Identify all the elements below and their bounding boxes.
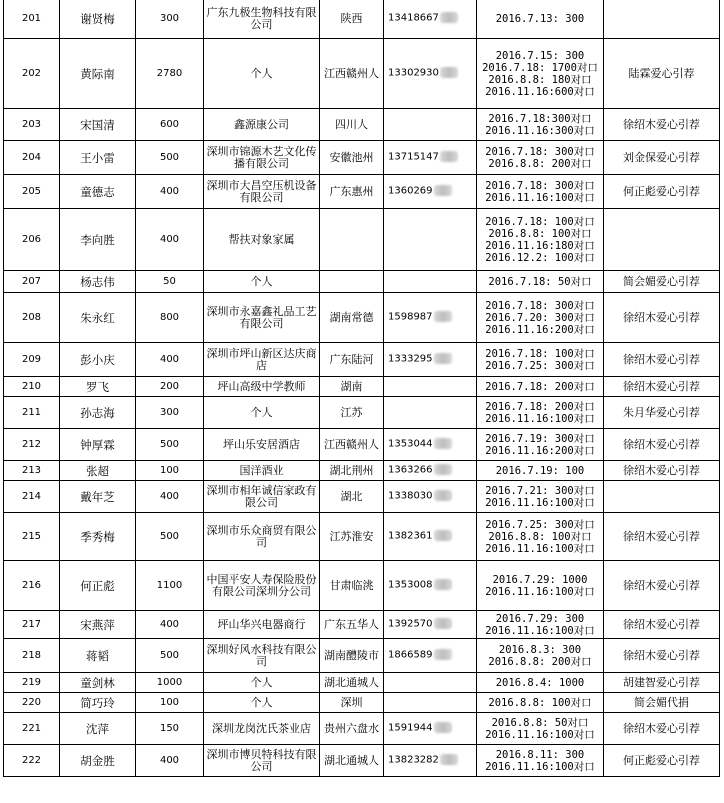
phone-number: 13715147: [388, 151, 439, 163]
row-number: 202: [4, 39, 60, 109]
donor-origin: 湖北通城人: [320, 673, 384, 693]
donor-table-body: [4, 0, 720, 777]
donation-dates: [477, 561, 604, 611]
row-number: 201: [4, 0, 60, 39]
donation-dates: [477, 109, 604, 141]
donation-amount: 300: [136, 397, 204, 429]
referrer: 简会媚代捐: [604, 693, 720, 713]
donation-date-entry: 2016.11.16:100对口: [485, 496, 595, 509]
row-number: 212: [4, 429, 60, 461]
donor-organization: 个人: [204, 271, 320, 293]
donation-date-entry: 2016.7.18: 300对口: [485, 299, 595, 312]
referrer: 胡建智爱心引荐: [604, 673, 720, 693]
donor-origin: 江西赣州人: [320, 429, 384, 461]
donor-name: 谢贤梅: [60, 0, 136, 39]
donation-date-entry: 2016.8.11: 300: [495, 748, 585, 761]
row-number: 210: [4, 377, 60, 397]
donation-date-entry: 2016.8.8: 100对口: [488, 530, 592, 543]
donor-name: 蒋韬: [60, 639, 136, 673]
row-number: 216: [4, 561, 60, 611]
donor-name: 朱永红: [60, 293, 136, 343]
donation-date-entry: 2016.8.8: 100对口: [488, 227, 592, 240]
redaction-mark: [434, 464, 452, 475]
referrer: 徐绍木爱心引荐: [604, 561, 720, 611]
donation-date-entry: 2016.11.16:100对口: [485, 585, 595, 598]
redaction-mark: [434, 618, 452, 629]
donation-dates: [477, 693, 604, 713]
donation-date-entry: 2016.7.25: 300对口: [485, 359, 595, 372]
donation-amount: 1000: [136, 673, 204, 693]
donation-date-entry: 2016.7.19: 300对口: [485, 432, 595, 445]
donation-dates: [477, 745, 604, 777]
redaction-mark: [434, 530, 452, 541]
donation-dates: [477, 209, 604, 271]
referrer: 朱月华爱心引荐: [604, 397, 720, 429]
referrer: 徐绍木爱心引荐: [604, 461, 720, 481]
donor-organization: 深圳市坪山新区达庆商店: [204, 343, 320, 377]
donor-origin: 湖南常德: [320, 293, 384, 343]
redaction-mark: [434, 579, 452, 590]
row-number: 221: [4, 713, 60, 745]
donor-organization: 鑫源康公司: [204, 109, 320, 141]
donation-dates: [477, 429, 604, 461]
donation-date-entry: 2016.7.18: 300对口: [485, 145, 595, 158]
donation-date-entry: 2016.7.29: 1000: [492, 573, 588, 586]
donation-date-entry: 2016.8.8: 50对口: [491, 716, 589, 729]
donor-name: 罗飞: [60, 377, 136, 397]
donation-date-entry: 2016.7.21: 300对口: [485, 484, 595, 497]
donation-dates: [477, 481, 604, 513]
donation-dates: [477, 461, 604, 481]
phone-number: 1382361: [388, 530, 433, 542]
donation-dates: [477, 271, 604, 293]
phone-number: 13418667: [388, 12, 439, 24]
row-number: 222: [4, 745, 60, 777]
donor-phone: [384, 713, 477, 745]
donation-dates: [477, 343, 604, 377]
donation-date-entry: 2016.11.16:300对口: [485, 124, 595, 137]
donor-origin: [320, 271, 384, 293]
donor-phone: [384, 175, 477, 209]
donor-origin: 广东五华人: [320, 611, 384, 639]
table-row: [4, 481, 720, 513]
donation-dates: [477, 39, 604, 109]
donor-organization: 深圳市乐众商贸有限公司: [204, 513, 320, 561]
referrer: 何正彪爱心引荐: [604, 175, 720, 209]
donor-organization: 个人: [204, 673, 320, 693]
donor-organization: 个人: [204, 39, 320, 109]
donor-name: 宋燕萍: [60, 611, 136, 639]
referrer: 徐绍木爱心引荐: [604, 377, 720, 397]
table-row: [4, 713, 720, 745]
phone-number: 1353008: [388, 579, 433, 591]
table-row: [4, 175, 720, 209]
donation-dates: [477, 713, 604, 745]
donor-organization: 坪山高级中学教师: [204, 377, 320, 397]
donor-phone: [384, 141, 477, 175]
donation-dates: [477, 639, 604, 673]
donor-organization: 国洋酒业: [204, 461, 320, 481]
donor-phone: [384, 293, 477, 343]
donation-amount: 800: [136, 293, 204, 343]
donor-origin: 深圳: [320, 693, 384, 713]
donor-name: 宋国清: [60, 109, 136, 141]
redaction-mark: [440, 12, 458, 23]
donation-date-entry: 2016.11.16:100对口: [485, 624, 595, 637]
donor-phone: [384, 343, 477, 377]
donor-origin: 湖南: [320, 377, 384, 397]
row-number: 220: [4, 693, 60, 713]
table-row: [4, 39, 720, 109]
donor-phone: [384, 271, 477, 293]
donor-organization: 深圳市锦源木艺文化传播有限公司: [204, 141, 320, 175]
donor-origin: 江西赣州人: [320, 39, 384, 109]
donor-organization: 帮扶对象家属: [204, 209, 320, 271]
donation-amount: 500: [136, 639, 204, 673]
donation-amount: 400: [136, 745, 204, 777]
table-row: [4, 271, 720, 293]
phone-number: 1338030: [388, 490, 433, 502]
table-row: [4, 209, 720, 271]
donor-phone: [384, 561, 477, 611]
row-number: 215: [4, 513, 60, 561]
donor-name: 季秀梅: [60, 513, 136, 561]
donor-origin: 安徽池州: [320, 141, 384, 175]
donation-amount: 100: [136, 461, 204, 481]
donation-dates: [477, 377, 604, 397]
phone-number: 1360269: [388, 185, 433, 197]
referrer: 徐绍木爱心引荐: [604, 611, 720, 639]
donor-origin: 广东惠州: [320, 175, 384, 209]
donation-date-entry: 2016.7.18: 100对口: [485, 347, 595, 360]
donation-date-entry: 2016.7.18: 200对口: [485, 380, 595, 393]
table-row: [4, 109, 720, 141]
donation-date-entry: 2016.12.2: 100对口: [485, 251, 595, 264]
donation-date-entry: 2016.11.16:200对口: [485, 323, 595, 336]
referrer: [604, 209, 720, 271]
donation-date-entry: 2016.11.16:100对口: [485, 412, 595, 425]
donor-organization: 深圳市大昌空压机设备有限公司: [204, 175, 320, 209]
donation-date-entry: 2016.7.18: 1700对口: [482, 61, 598, 74]
donor-organization: 深圳龙岗沈氏茶业店: [204, 713, 320, 745]
donation-date-entry: 2016.11.16:100对口: [485, 191, 595, 204]
donor-phone: [384, 39, 477, 109]
referrer: [604, 481, 720, 513]
table-row: [4, 141, 720, 175]
phone-number: 13302930: [388, 67, 439, 79]
donor-name: 简巧玲: [60, 693, 136, 713]
donation-date-entry: 2016.11.16:100对口: [485, 760, 595, 773]
donor-phone: [384, 429, 477, 461]
donor-organization: 个人: [204, 693, 320, 713]
donation-amount: 1100: [136, 561, 204, 611]
row-number: 218: [4, 639, 60, 673]
donation-dates: [477, 293, 604, 343]
donor-phone: [384, 693, 477, 713]
donor-table: [3, 0, 720, 777]
donation-amount: 100: [136, 693, 204, 713]
donation-amount: 400: [136, 611, 204, 639]
donor-phone: [384, 377, 477, 397]
donor-name: 钟厚霖: [60, 429, 136, 461]
donation-date-entry: 2016.7.18:300对口: [488, 112, 592, 125]
donor-name: 胡金胜: [60, 745, 136, 777]
donor-name: 李向胜: [60, 209, 136, 271]
donor-name: 戴年芝: [60, 481, 136, 513]
phone-number: 1363266: [388, 464, 433, 476]
row-number: 207: [4, 271, 60, 293]
table-row: [4, 0, 720, 39]
referrer: 徐绍木爱心引荐: [604, 293, 720, 343]
redaction-mark: [440, 151, 458, 162]
donor-name: 杨志伟: [60, 271, 136, 293]
redaction-mark: [434, 722, 452, 733]
donor-origin: 湖北荆州: [320, 461, 384, 481]
redaction-mark: [434, 311, 452, 322]
table-row: [4, 377, 720, 397]
referrer: 徐绍木爱心引荐: [604, 513, 720, 561]
donor-origin: 湖北通城人: [320, 745, 384, 777]
referrer: 陆霖爱心引荐: [604, 39, 720, 109]
donor-origin: 江苏: [320, 397, 384, 429]
redaction-mark: [434, 649, 452, 660]
donation-amount: 500: [136, 429, 204, 461]
row-number: 211: [4, 397, 60, 429]
donation-amount: 2780: [136, 39, 204, 109]
table-row: [4, 461, 720, 481]
donation-dates: [477, 673, 604, 693]
donor-origin: 陕西: [320, 0, 384, 39]
redaction-mark: [440, 754, 458, 765]
donation-date-entry: 2016.11.16:200对口: [485, 444, 595, 457]
row-number: 206: [4, 209, 60, 271]
donation-amount: 400: [136, 343, 204, 377]
donor-name: 沈萍: [60, 713, 136, 745]
referrer: 徐绍木爱心引荐: [604, 109, 720, 141]
donor-organization: 深圳市相年诚信家政有限公司: [204, 481, 320, 513]
donor-name: 王小雷: [60, 141, 136, 175]
referrer: 徐绍木爱心引荐: [604, 713, 720, 745]
donor-organization: 坪山华兴电器商行: [204, 611, 320, 639]
donor-phone: [384, 673, 477, 693]
phone-number: 1598987: [388, 311, 433, 323]
donor-phone: [384, 397, 477, 429]
redaction-mark: [434, 185, 452, 196]
donor-organization: 中国平安人寿保险股份有限公司深圳分公司: [204, 561, 320, 611]
table-row: [4, 397, 720, 429]
donor-phone: [384, 209, 477, 271]
phone-number: 13823282: [388, 754, 439, 766]
row-number: 217: [4, 611, 60, 639]
donor-phone: [384, 481, 477, 513]
phone-number: 1866589: [388, 649, 433, 661]
donation-date-entry: 2016.7.20: 300对口: [485, 311, 595, 324]
referrer: [604, 0, 720, 39]
donation-amount: 150: [136, 713, 204, 745]
redaction-mark: [434, 353, 452, 364]
table-row: [4, 611, 720, 639]
redaction-mark: [440, 67, 458, 78]
donation-amount: 50: [136, 271, 204, 293]
referrer: 刘金保爱心引荐: [604, 141, 720, 175]
donation-dates: [477, 397, 604, 429]
table-row: [4, 673, 720, 693]
donation-dates: [477, 611, 604, 639]
donation-amount: 500: [136, 141, 204, 175]
donor-phone: [384, 745, 477, 777]
donation-amount: 400: [136, 481, 204, 513]
donation-date-entry: 2016.8.8: 180对口: [488, 73, 592, 86]
donation-date-entry: 2016.8.4: 1000: [495, 676, 585, 689]
donation-date-entry: 2016.11.16:100对口: [485, 728, 595, 741]
donation-amount: 400: [136, 209, 204, 271]
donor-name: 黄际南: [60, 39, 136, 109]
donor-phone: [384, 639, 477, 673]
referrer: 徐绍木爱心引荐: [604, 429, 720, 461]
donor-phone: [384, 461, 477, 481]
redaction-mark: [434, 438, 452, 449]
row-number: 209: [4, 343, 60, 377]
donor-name: 彭小庆: [60, 343, 136, 377]
phone-number: 1591944: [388, 722, 433, 734]
row-number: 214: [4, 481, 60, 513]
donor-phone: [384, 0, 477, 39]
donor-origin: 江苏淮安: [320, 513, 384, 561]
donation-date-entry: 2016.7.18: 100对口: [485, 215, 595, 228]
donation-date-entry: 2016.7.29: 300: [495, 612, 585, 625]
row-number: 208: [4, 293, 60, 343]
donor-origin: 甘肃临洮: [320, 561, 384, 611]
donor-organization: 坪山乐安居酒店: [204, 429, 320, 461]
donor-organization: 深圳市永嘉鑫礼品工艺有限公司: [204, 293, 320, 343]
donation-date-entry: 2016.8.8: 200对口: [488, 655, 592, 668]
donation-dates: [477, 513, 604, 561]
referrer: 徐绍木爱心引荐: [604, 343, 720, 377]
donor-name: 张超: [60, 461, 136, 481]
row-number: 204: [4, 141, 60, 175]
donor-origin: 湖北: [320, 481, 384, 513]
donor-organization: 个人: [204, 397, 320, 429]
donation-amount: 200: [136, 377, 204, 397]
row-number: 203: [4, 109, 60, 141]
donor-phone: [384, 611, 477, 639]
donor-name: 孙志海: [60, 397, 136, 429]
donation-date-entry: 2016.8.8: 100对口: [488, 696, 592, 709]
donor-name: 何正彪: [60, 561, 136, 611]
table-row: [4, 561, 720, 611]
donor-organization: 深圳好风水科技有限公司: [204, 639, 320, 673]
donation-date-entry: 2016.7.13: 300: [495, 12, 585, 25]
phone-number: 1392570: [388, 618, 433, 630]
referrer: 简会媚爱心引荐: [604, 271, 720, 293]
donor-organization: 深圳市博贝特科技有限公司: [204, 745, 320, 777]
donation-date-entry: 2016.7.18: 50对口: [488, 275, 592, 288]
donation-dates: [477, 141, 604, 175]
donor-phone: [384, 109, 477, 141]
table-row: [4, 745, 720, 777]
table-row: [4, 293, 720, 343]
donation-date-entry: 2016.7.15: 300: [495, 49, 585, 62]
donation-date-entry: 2016.8.3: 300: [498, 643, 582, 656]
table-row: [4, 639, 720, 673]
donor-organization: 广东九极生物科技有限公司: [204, 0, 320, 39]
table-row: [4, 429, 720, 461]
table-row: [4, 693, 720, 713]
donation-amount: 400: [136, 175, 204, 209]
donor-origin: 四川人: [320, 109, 384, 141]
donation-dates: [477, 0, 604, 39]
row-number: 213: [4, 461, 60, 481]
row-number: 219: [4, 673, 60, 693]
phone-number: 1353044: [388, 438, 433, 450]
donation-date-entry: 2016.11.16:600对口: [485, 85, 595, 98]
donation-amount: 500: [136, 513, 204, 561]
donor-origin: 广东陆河: [320, 343, 384, 377]
phone-number: 1333295: [388, 353, 433, 365]
donation-date-entry: 2016.11.16:180对口: [485, 239, 595, 252]
redaction-mark: [434, 490, 452, 501]
row-number: 205: [4, 175, 60, 209]
donation-date-entry: 2016.7.25: 300对口: [485, 518, 595, 531]
table-row: [4, 343, 720, 377]
donor-name: 童剑林: [60, 673, 136, 693]
donation-amount: 300: [136, 0, 204, 39]
referrer: 徐绍木爱心引荐: [604, 639, 720, 673]
donation-date-entry: 2016.7.19: 100: [495, 464, 585, 477]
donation-date-entry: 2016.7.18: 300对口: [485, 179, 595, 192]
donor-origin: 贵州六盘水: [320, 713, 384, 745]
donation-date-entry: 2016.8.8: 200对口: [488, 157, 592, 170]
donor-phone: [384, 513, 477, 561]
table-row: [4, 513, 720, 561]
referrer: 何正彪爱心引荐: [604, 745, 720, 777]
donation-date-entry: 2016.11.16:100对口: [485, 542, 595, 555]
donor-origin: 湖南醴陵市: [320, 639, 384, 673]
donation-date-entry: 2016.7.18: 200对口: [485, 400, 595, 413]
donor-name: 童德志: [60, 175, 136, 209]
donation-amount: 600: [136, 109, 204, 141]
donation-dates: [477, 175, 604, 209]
donor-origin: [320, 209, 384, 271]
